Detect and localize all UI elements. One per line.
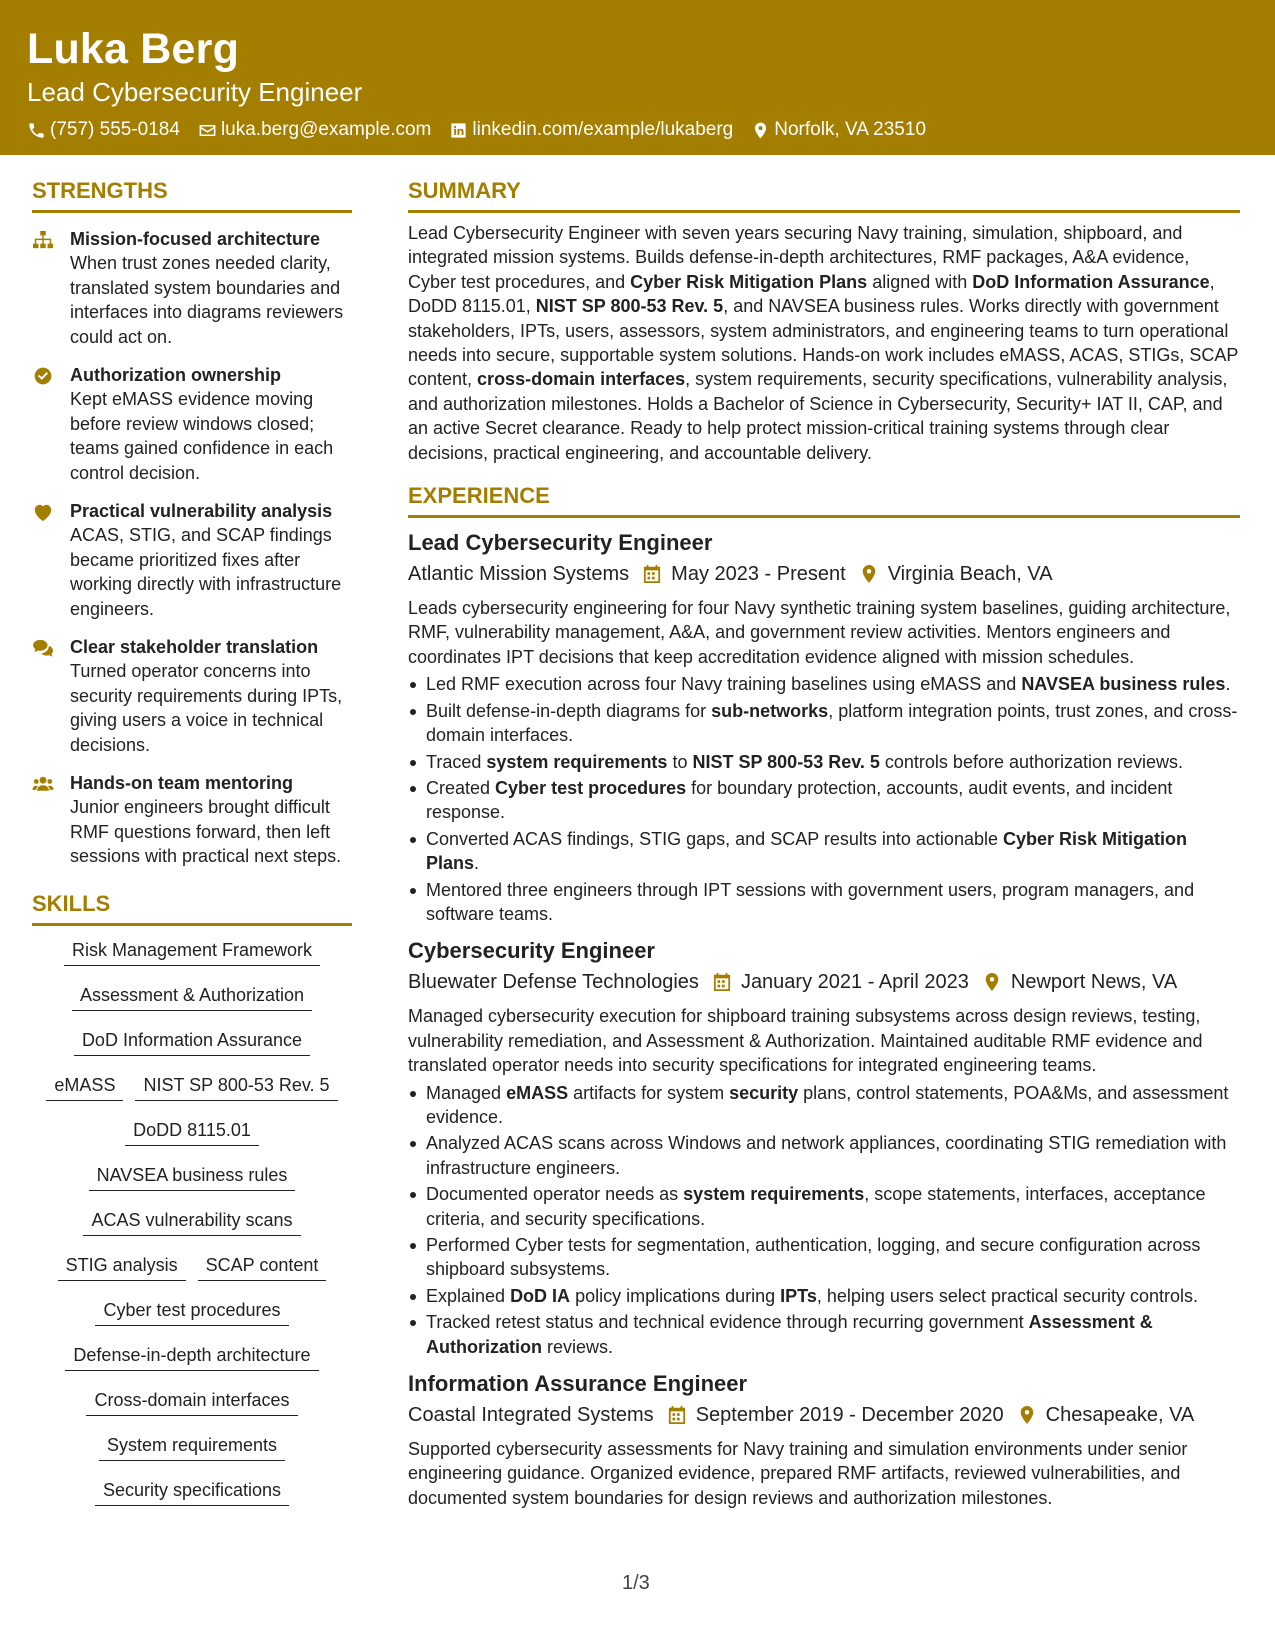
strength-desc: When trust zones needed clarity, translated system boundaries and interfaces into diagrams reviewers could act on.	[70, 253, 344, 347]
sitemap-icon	[32, 230, 54, 250]
text-run: Lead Cybersecurity Engineer with seven years securing Navy training, simulation, shipboard, and integrated mission systems. Builds defense-in-depth architectures, RMF packages, A&A evidence, Cyber test procedures, and	[408, 223, 1190, 292]
skill-tag: DoDD 8115.01	[125, 1118, 259, 1146]
contact-bar	[27, 118, 1248, 142]
strength-desc: Junior engineers brought difficult RMF questions forward, then left sessions with practical next steps.	[70, 797, 342, 866]
strength-title: Mission-focused architecture	[70, 229, 321, 249]
job-description: Leads cybersecurity engineering for four Navy synthetic training system baselines, guiding architecture, RMF, vulnerability management, A&A, and government review activities. Mentors engineers and coordinates IPT decisions that keep accreditation evidence aligned with mission schedules.	[408, 598, 1231, 667]
strength-item	[32, 635, 352, 757]
job-role: Lead Cybersecurity Engineer	[408, 530, 713, 556]
strength-title: Practical vulnerability analysis	[70, 501, 333, 521]
text-run: Built defense-in-depth diagrams for	[426, 700, 712, 721]
job-meta	[408, 1401, 1240, 1429]
strength-title: Hands-on team mentoring	[70, 773, 294, 793]
emphasis-text: Cyber Risk Mitigation Plans	[630, 271, 868, 292]
text-run: Tracked retest status and technical evidence through recurring government	[426, 1312, 1029, 1333]
bullet-item	[408, 878, 1240, 927]
skill-tag: Assessment & Authorization	[72, 983, 312, 1011]
job-bullets	[408, 1081, 1240, 1359]
users-icon	[32, 774, 54, 794]
emphasis-text: IPTs	[780, 1285, 817, 1306]
map-pin-icon	[751, 121, 770, 140]
bullet-item	[408, 672, 1240, 696]
text-run: Traced	[426, 751, 487, 772]
calendar-icon	[668, 1405, 686, 1425]
emphasis-text: DoD Information Assurance	[972, 271, 1210, 292]
job-bullets	[408, 672, 1240, 926]
strength-item	[32, 363, 352, 485]
contact-linkedin[interactable]	[449, 118, 733, 142]
skill-tag: eMASS	[46, 1073, 123, 1101]
linkedin-text[interactable]: linkedin.com/example/lukaberg	[472, 119, 734, 140]
contact-location	[751, 118, 926, 142]
text-run: , scope statements, interfaces, acceptance criteria, and security specifications.	[426, 1184, 1206, 1229]
strength-item	[32, 771, 352, 869]
check-circle-icon	[32, 366, 54, 386]
text-run: Analyzed ACAS scans across Windows and network appliances, coordinating STIG remediation with infrastructure engineers.	[426, 1133, 1227, 1178]
job-entry	[408, 1369, 1240, 1510]
text-run: Converted ACAS findings, STIG gaps, and SCAP results into actionable	[426, 828, 1003, 849]
skill-tag: SCAP content	[198, 1253, 327, 1281]
emphasis-text: Cyber test procedures	[495, 777, 687, 798]
heart-icon	[32, 502, 54, 522]
map-pin-icon	[860, 564, 878, 584]
emphasis-text: security	[729, 1082, 799, 1103]
job-location: Newport News, VA	[1010, 971, 1178, 994]
job-description: Supported cybersecurity assessments for Navy training and simulation environments under senior engineering guidance. Organized evidence, prepared RMF artifacts, reviewed vulnerabilities, and documented system boundaries for design reviews and authorization milestones.	[408, 1439, 1188, 1508]
calendar-icon	[643, 564, 661, 584]
text-run: , helping users select practical security controls.	[816, 1285, 1199, 1306]
bullet-item	[408, 1131, 1240, 1180]
resume-header	[0, 0, 1275, 155]
emphasis-text: DoD IA	[510, 1285, 571, 1306]
text-run: Mentored three engineers through IPT sessions with government users, program managers, and software teams.	[426, 879, 1195, 924]
job-dates: September 2019 - December 2020	[695, 1404, 1004, 1427]
contact-phone	[27, 118, 180, 142]
strength-desc: Turned operator concerns into security requirements during IPTs, giving users a voice in technical decisions.	[70, 661, 343, 755]
text-run: Managed	[426, 1082, 507, 1103]
job-dates: May 2023 - Present	[671, 563, 846, 586]
job-company: Atlantic Mission Systems	[408, 563, 630, 586]
text-run: Explained	[426, 1285, 511, 1306]
emphasis-text: NIST SP 800-53 Rev. 5	[535, 296, 724, 317]
text-run: .	[474, 853, 480, 874]
skill-tag: STIG analysis	[58, 1253, 186, 1281]
skill-tag: DoD Information Assurance	[74, 1028, 310, 1056]
page-number: 1/3	[622, 1572, 650, 1594]
phone-text: (757) 555-0184	[50, 119, 180, 140]
skill-tag: NAVSEA business rules	[89, 1163, 296, 1191]
left-column	[32, 176, 352, 1523]
skill-tag: Cyber test procedures	[95, 1298, 288, 1326]
text-run: policy implications during	[570, 1285, 781, 1306]
job-location: Chesapeake, VA	[1045, 1404, 1195, 1427]
skill-tag: NIST SP 800-53 Rev. 5	[135, 1073, 337, 1101]
map-pin-icon	[1018, 1405, 1036, 1425]
emphasis-text: NAVSEA business rules	[1021, 674, 1226, 695]
text-run: plans, control statements, POA&Ms, and assessment evidence.	[426, 1082, 1229, 1127]
location-text: Norfolk, VA 23510	[774, 119, 927, 140]
emphasis-text: system requirements	[683, 1184, 865, 1205]
text-run: Documented operator needs as	[426, 1184, 684, 1205]
job-location: Virginia Beach, VA	[887, 563, 1053, 586]
skill-tag: Risk Management Framework	[64, 938, 320, 966]
chat-bubbles-icon	[32, 638, 54, 658]
emphasis-text: sub-networks	[711, 700, 829, 721]
emphasis-text: Cyber Risk Mitigation Plans	[426, 828, 1188, 874]
bullet-item	[408, 1284, 1240, 1308]
text-run: , system requirements, security specifications, vulnerability analysis, and authorization milestones. Holds a Bachelor of Science in Cybersecurity, Security+ IAT II, CAP, and an active Secret clearance. Ready to help protect mission-critical training systems through clear decisions, practical engineering, and accountable delivery.	[408, 369, 1228, 463]
strengths-list	[32, 227, 352, 869]
text-run: reviews.	[541, 1336, 613, 1357]
bullet-item	[408, 827, 1240, 876]
job-description: Managed cybersecurity execution for shipboard training subsystems across design reviews, testing, vulnerability remediation, and Assessment & Authorization. Maintained auditable RMF evidence and translated operator needs into security specifications for integrated engineering teams.	[408, 1006, 1203, 1076]
strength-desc: ACAS, STIG, and SCAP findings became prioritized fixes after working directly with infrastructure engineers.	[70, 525, 342, 619]
job-company: Bluewater Defense Technologies	[408, 971, 699, 994]
envelope-icon	[198, 121, 217, 140]
summary-heading: SUMMARY	[408, 176, 1240, 213]
phone-icon	[27, 121, 46, 140]
emphasis-text: cross-domain interfaces	[477, 369, 686, 390]
text-run: to	[667, 751, 693, 772]
text-run: .	[1225, 674, 1231, 695]
bullet-item	[408, 1182, 1240, 1231]
text-run: Led RMF execution across four Navy training baselines using eMASS and	[426, 674, 1022, 695]
bullet-item	[408, 1233, 1240, 1282]
emphasis-text: Assessment & Authorization	[426, 1312, 1153, 1357]
strength-title: Clear stakeholder translation	[70, 637, 319, 657]
experience-heading: EXPERIENCE	[408, 481, 1240, 518]
text-run: , platform integration points, trust zones, and cross-domain interfaces.	[426, 700, 1238, 746]
email-text[interactable]: luka.berg@example.com	[220, 119, 432, 140]
text-run: , and NAVSEA business rules. Works directly with government stakeholders, IPTs, users, assessors, system administrators, and engineering teams to turn operational needs into secure, supportable system solutions. Hands-on work includes eMASS, ACAS, STIGs, SCAP content,	[408, 296, 1239, 390]
job-dates: January 2021 - April 2023	[740, 971, 969, 994]
strength-desc: Kept eMASS evidence moving before review windows closed; teams gained confidence in each control decision.	[70, 389, 334, 483]
right-column	[408, 176, 1240, 1510]
skill-tag: Security specifications	[95, 1478, 289, 1506]
skill-tag: Defense-in-depth architecture	[65, 1343, 318, 1371]
strength-item	[32, 227, 352, 349]
text-run: aligned with	[867, 271, 973, 292]
job-meta	[408, 560, 1240, 588]
bullet-item	[408, 699, 1240, 748]
strength-item	[32, 499, 352, 621]
text-run: Created	[426, 777, 496, 798]
job-company: Coastal Integrated Systems	[408, 1404, 654, 1427]
skill-tag: ACAS vulnerability scans	[83, 1208, 300, 1236]
bullet-item	[408, 1310, 1240, 1359]
bullet-item	[408, 1081, 1240, 1130]
skills-heading: SKILLS	[32, 889, 352, 926]
text-run: controls before authorization reviews.	[879, 751, 1184, 772]
bullet-item	[408, 776, 1240, 825]
text-run: Performed Cyber tests for segmentation, authentication, logging, and secure configuration across shipboard subsystems.	[426, 1235, 1201, 1280]
emphasis-text: NIST SP 800-53 Rev. 5	[692, 751, 880, 772]
job-entry	[408, 936, 1240, 1359]
map-pin-icon	[983, 972, 1001, 992]
text-run: for boundary protection, accounts, audit events, and incident response.	[426, 777, 1173, 823]
calendar-icon	[713, 972, 731, 992]
skill-tag: Cross-domain interfaces	[86, 1388, 297, 1416]
candidate-title: Lead Cybersecurity Engineer	[27, 77, 363, 107]
text-run: , DoDD 8115.01,	[408, 271, 1215, 317]
job-meta	[408, 968, 1240, 996]
bullet-item	[408, 750, 1240, 774]
skills-list	[32, 938, 352, 1523]
contact-email[interactable]	[198, 118, 431, 142]
emphasis-text: system requirements	[486, 751, 668, 772]
job-entry	[408, 528, 1240, 926]
strength-title: Authorization ownership	[70, 365, 281, 385]
linkedin-icon	[449, 121, 468, 140]
strengths-heading: STRENGTHS	[32, 176, 352, 213]
job-role: Information Assurance Engineer	[408, 1371, 748, 1397]
text-run: artifacts for system	[568, 1082, 730, 1103]
job-role: Cybersecurity Engineer	[408, 938, 655, 964]
emphasis-text: eMASS	[506, 1082, 569, 1103]
skill-tag: System requirements	[99, 1433, 285, 1461]
summary-text	[408, 221, 1240, 465]
candidate-name: Luka Berg	[27, 25, 240, 73]
